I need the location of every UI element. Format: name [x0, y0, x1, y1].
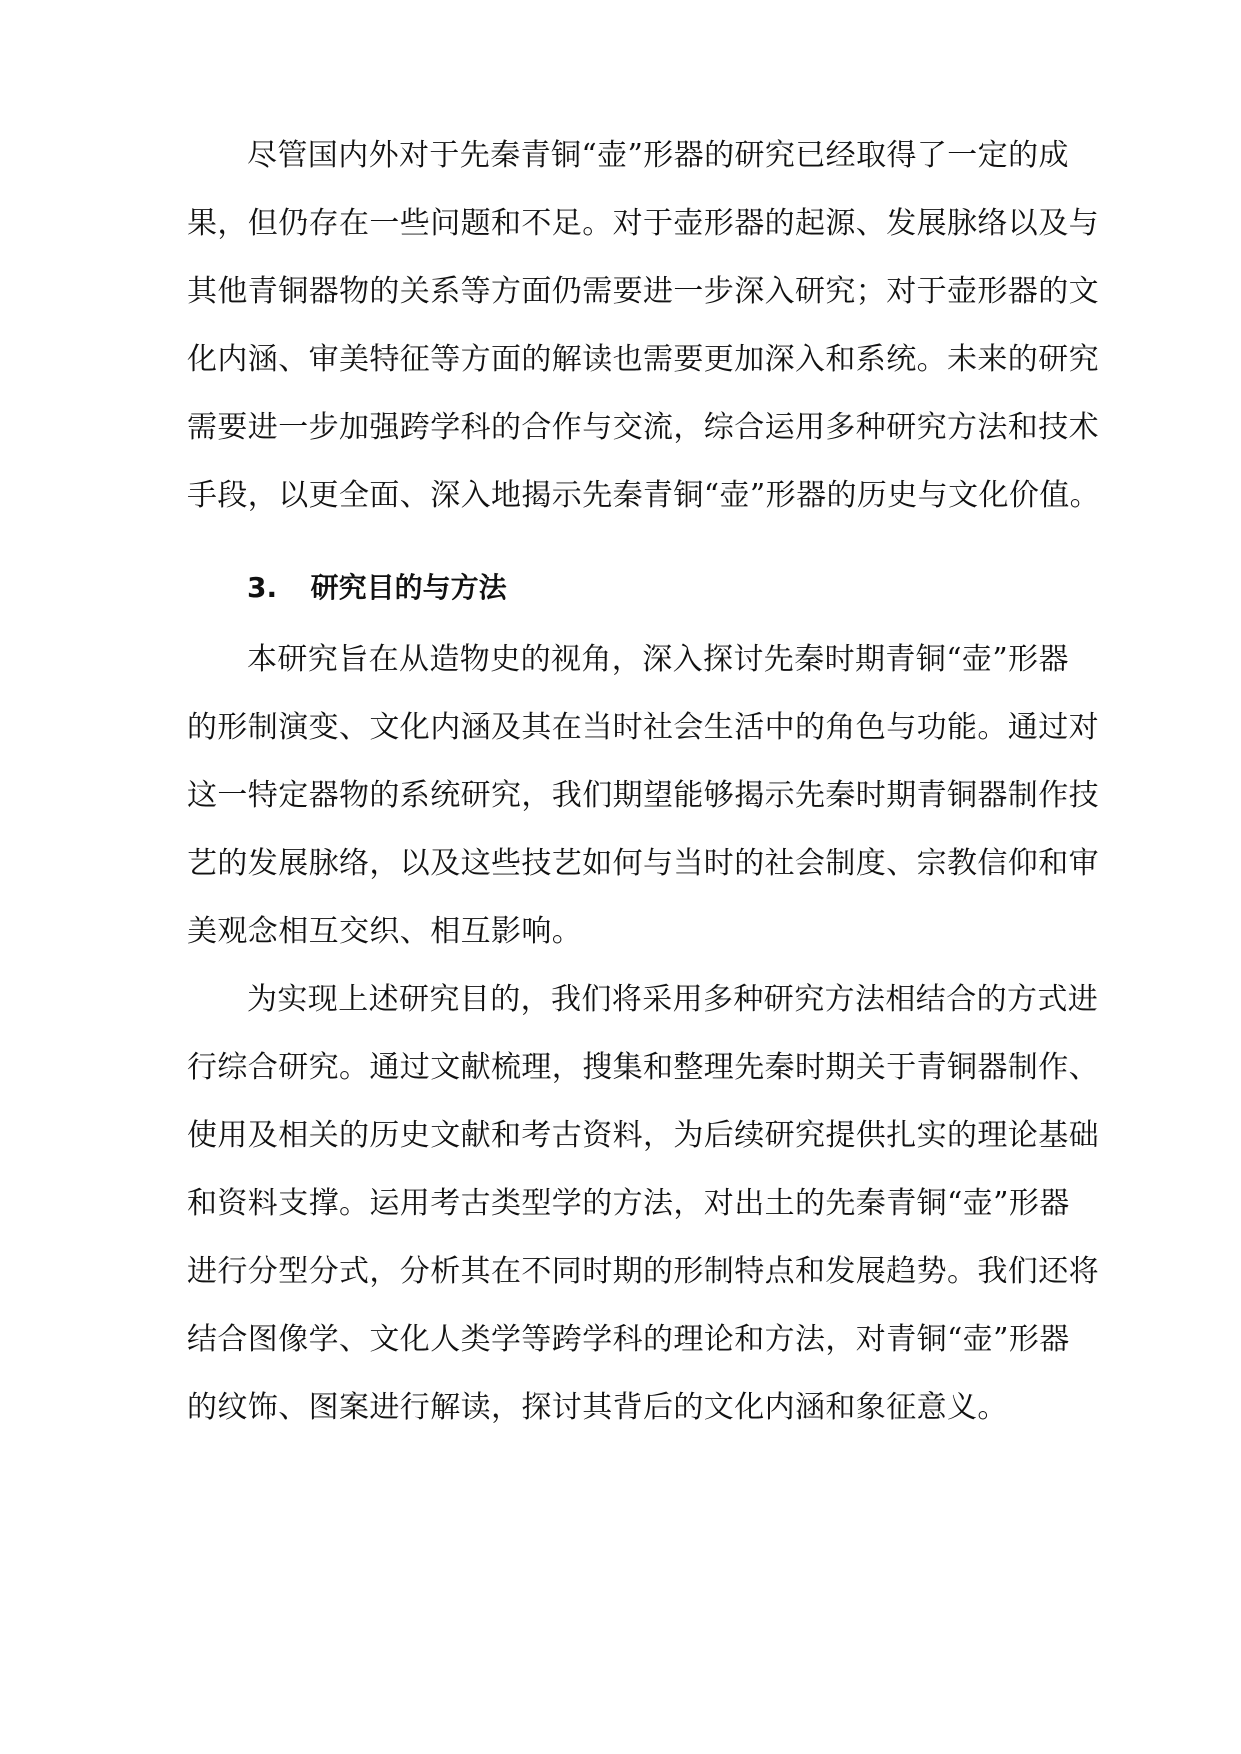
- paragraph-2-line-4: 艺的发展脉络，以及这些技艺如何与当时的社会制度、宗教信仰和审: [187, 846, 1099, 881]
- paragraph-2-line-3: 这一特定器物的系统研究，我们期望能够揭示先秦时期青铜器制作技: [187, 778, 1099, 813]
- section-number: 3.: [247, 571, 278, 604]
- section-title: 研究目的与方法: [310, 571, 507, 604]
- paragraph-3-line-4: 和资料支撑。运用考古类型学的方法，对出土的先秦青铜“壶”形器: [187, 1186, 1070, 1221]
- paragraph-3-line-5: 进行分型分式，分析其在不同时期的形制特点和发展趋势。我们还将: [187, 1254, 1099, 1289]
- paragraph-3-line-6: 结合图像学、文化人类学等跨学科的理论和方法，对青铜“壶”形器: [187, 1322, 1070, 1357]
- paragraph-1-line-2: 果，但仍存在一些问题和不足。对于壶形器的起源、发展脉络以及与: [187, 206, 1099, 241]
- section-heading: [247, 568, 507, 608]
- paragraph-2-line-2: 的形制演变、文化内涵及其在当时社会生活中的角色与功能。通过对: [187, 710, 1099, 745]
- paragraph-2-line-5: 美观念相互交织、相互影响。: [187, 914, 583, 949]
- paragraph-3-line-1: 为实现上述研究目的，我们将采用多种研究方法相结合的方式进: [247, 982, 1099, 1017]
- paragraph-1-line-6: 手段，以更全面、深入地揭示先秦青铜“壶”形器的历史与文化价值。: [187, 478, 1101, 513]
- paragraph-1-line-5: 需要进一步加强跨学科的合作与交流，综合运用多种研究方法和技术: [187, 410, 1099, 445]
- paragraph-3-line-7: 的纹饰、图案进行解读，探讨其背后的文化内涵和象征意义。: [187, 1390, 1008, 1425]
- paragraph-1-line-1: 尽管国内外对于先秦青铜“壶”形器的研究已经取得了一定的成: [247, 138, 1069, 173]
- paragraph-3-line-3: 使用及相关的历史文献和考古资料，为后续研究提供扎实的理论基础: [187, 1118, 1099, 1153]
- paragraph-2-line-1: 本研究旨在从造物史的视角，深入探讨先秦时期青铜“壶”形器: [247, 642, 1069, 677]
- paragraph-1-line-3: 其他青铜器物的关系等方面仍需要进一步深入研究；对于壶形器的文: [187, 274, 1099, 309]
- paragraph-1-line-4: 化内涵、审美特征等方面的解读也需要更加深入和系统。未来的研究: [187, 342, 1099, 377]
- paragraph-3-line-2: 行综合研究。通过文献梳理，搜集和整理先秦时期关于青铜器制作、: [187, 1050, 1099, 1085]
